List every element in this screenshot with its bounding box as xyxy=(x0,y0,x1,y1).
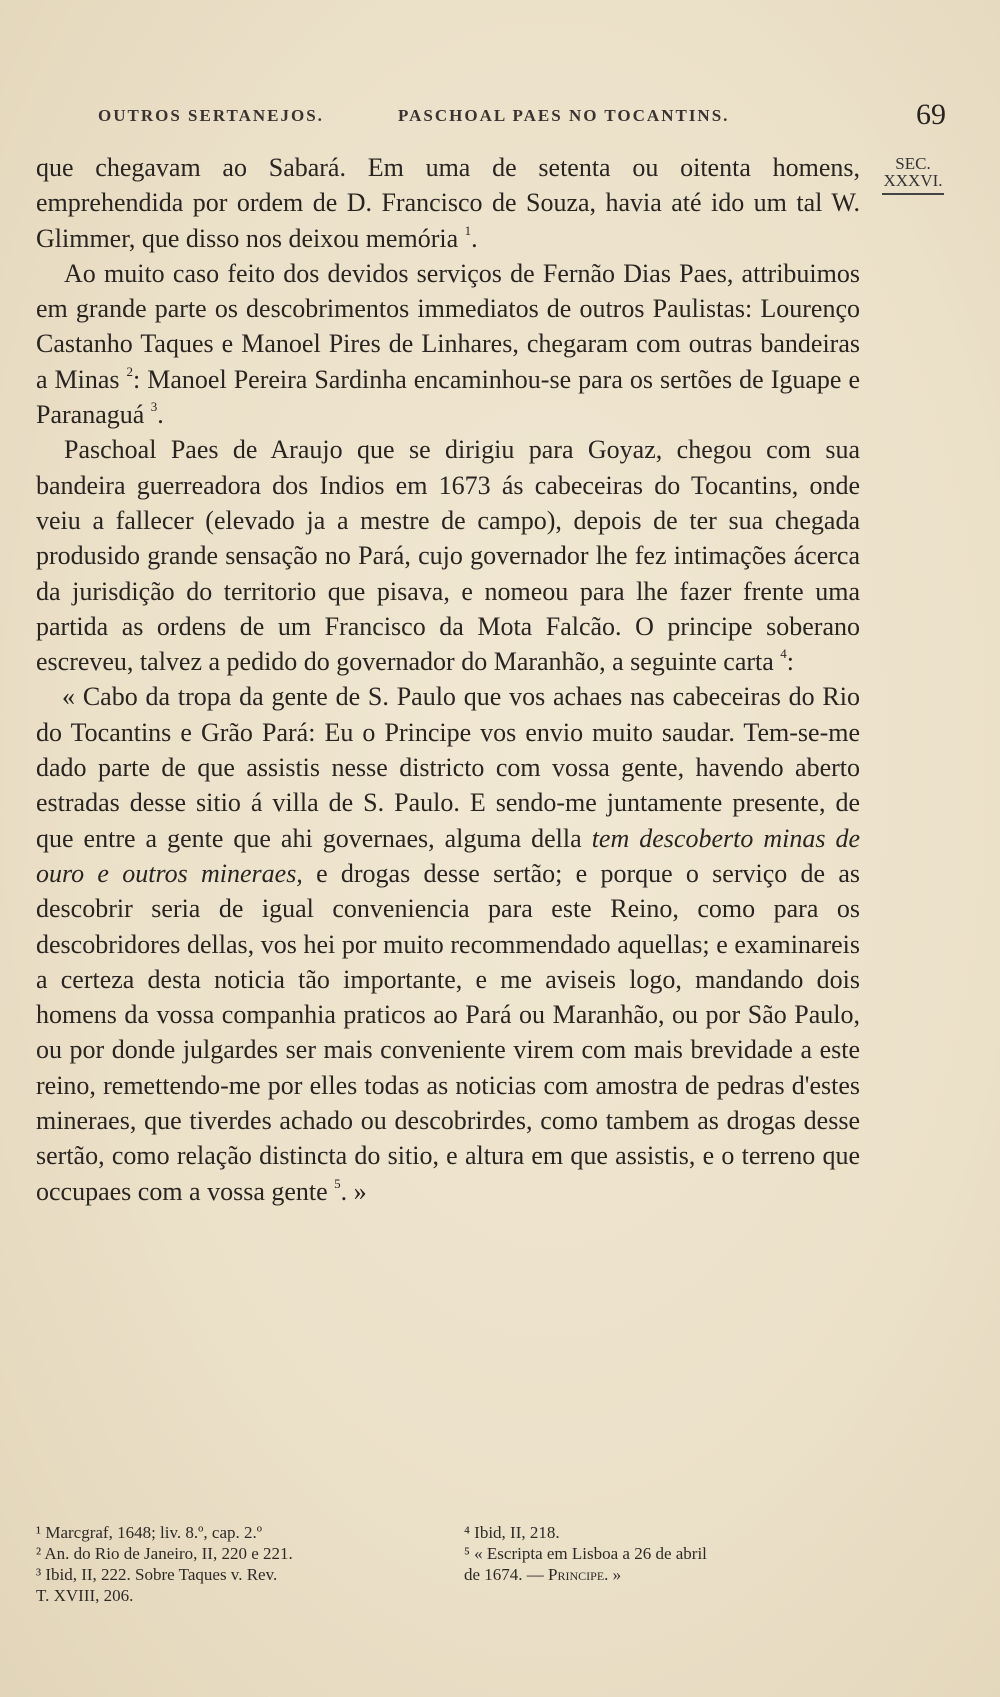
footnote-5-signature: Principe xyxy=(548,1565,605,1584)
paragraph-3-end: : xyxy=(786,647,795,677)
section-margin-note xyxy=(878,155,948,197)
page-number: 69 xyxy=(916,98,946,131)
paragraph-3 xyxy=(36,432,860,679)
footnote-3-continued: T. XVIII, 206. xyxy=(36,1586,134,1605)
footnote-ref-1: 1 xyxy=(464,222,472,238)
section-rule-ornament xyxy=(882,193,944,197)
footnote-ref-3: 3 xyxy=(150,399,158,415)
paragraph-1-end: . xyxy=(471,223,478,253)
body-text xyxy=(36,150,860,1209)
footnote-5-continued xyxy=(464,1564,860,1585)
footnote-5-close: . » xyxy=(604,1565,622,1584)
section-label: SEC. xyxy=(895,154,931,173)
footnote-ref-2: 2 xyxy=(126,363,134,379)
quoted-letter-text-a: « Cabo da tropa da gente de S. Paulo que vos achaes nas cabeceiras do Rio do Tocantins e Grão Pará: Eu o Principe vos envio muito saudar. Tem-se-me dado parte de que assistis nesse districto com vossa gente, havendo aberto estradas desse sitio á villa de S. Paulo. E sendo-me juntamente presente, de que entre a gente que ahi governaes, alguma della xyxy=(36,682,860,853)
paragraph-2-text-b: : Manoel Pereira Sardinha encaminhou-se para os sertões de Iguape e Paranaguá xyxy=(36,364,860,430)
footnote-ref-4: 4 xyxy=(780,646,787,662)
paragraph-2-end: . xyxy=(157,400,164,430)
running-head-left: OUTROS SERTANEJOS. xyxy=(98,106,324,125)
running-head-center: PASCHOAL PAES NO TOCANTINS. xyxy=(398,106,730,125)
footnotes-right-column xyxy=(464,1522,860,1585)
footnotes-left-column xyxy=(36,1522,446,1606)
paragraph-2-text-a: Ao muito caso feito dos devidos serviços de Fernão Dias Paes, attribuimos em grande parte os descobrimentos immediatos de outros Paulistas: Lourenço Castanho Taques e Manoel Pires de Linhares, chegaram com outras bandeiras a Minas xyxy=(36,258,860,394)
quoted-letter-text-b: e drogas desse sertão; e porque o serviço de as descobrir seria de igual conveniencia para este Reino, como para os descobridores dellas, vos hei por muito recommendado aquellas; e examinareis a certeza desta noticia tão importante, e me aviseis logo, mandando dois homens da vossa companhia praticos ao Pará ou Maranhão, ou por São Paulo, ou por donde julgardes ser mais conveniente virem com mais brevidade a este reino, remettendo-me por elles todas as noticias com amostra de pedras d'estes mineraes, que tiverdes achado ou descobrirdes, como tambem as drogas desse sertão, como relação distincta do sitio, e altura em que assistis, e o terreno que occupaes com a vossa gente xyxy=(36,858,860,1206)
footnote-4: ⁴ Ibid, II, 218. xyxy=(464,1523,560,1542)
quoted-letter-italic: tem descoberto minas de ouro e outros mineraes, xyxy=(36,823,861,888)
quoted-letter-end: . » xyxy=(340,1176,367,1206)
footnote-ref-5: 5 xyxy=(334,1175,341,1191)
footnote-2: ² An. do Rio de Janeiro, II, 220 e 221. xyxy=(36,1544,293,1563)
footnote-1: ¹ Marcgraf, 1648; liv. 8.º, cap. 2.º xyxy=(36,1523,263,1542)
footnote-5-date: de 1674. — xyxy=(464,1565,544,1584)
paragraph-3-text: Paschoal Paes de Araujo que se dirigiu para Goyaz, chegou com sua bandeira guerreadora dos Indios em 1673 ás cabeceiras do Tocantins, onde veiu a fallecer (elevado ja a mestre de campo), depois de ter sua chegada produsido grande sensação no Pará, cujo governador lhe fez intimações ácerca da jurisdição do territorio que pisava, e nomeou para lhe fazer frente uma partida as ordens de um Francisco da Mota Falcão. O principe soberano escreveu, talvez a pedido do governador do Maranhão, a seguinte carta xyxy=(36,435,860,677)
running-head xyxy=(98,98,948,138)
section-number: XXXVI. xyxy=(883,171,943,190)
paragraph-1 xyxy=(36,150,860,256)
footnote-3: ³ Ibid, II, 222. Sobre Taques v. Rev. xyxy=(36,1565,278,1584)
footnote-5: ⁵ « Escripta em Lisboa a 26 de abril xyxy=(464,1544,707,1563)
quoted-letter xyxy=(36,679,860,1208)
paragraph-1-text: que chegavam ao Sabará. Em uma de setenta ou oitenta homens, emprehendida por ordem de D. Francisco de Souza, havia até ido um tal W. Glimmer, que disso nos deixou memória xyxy=(36,153,860,253)
paragraph-2 xyxy=(36,256,860,432)
